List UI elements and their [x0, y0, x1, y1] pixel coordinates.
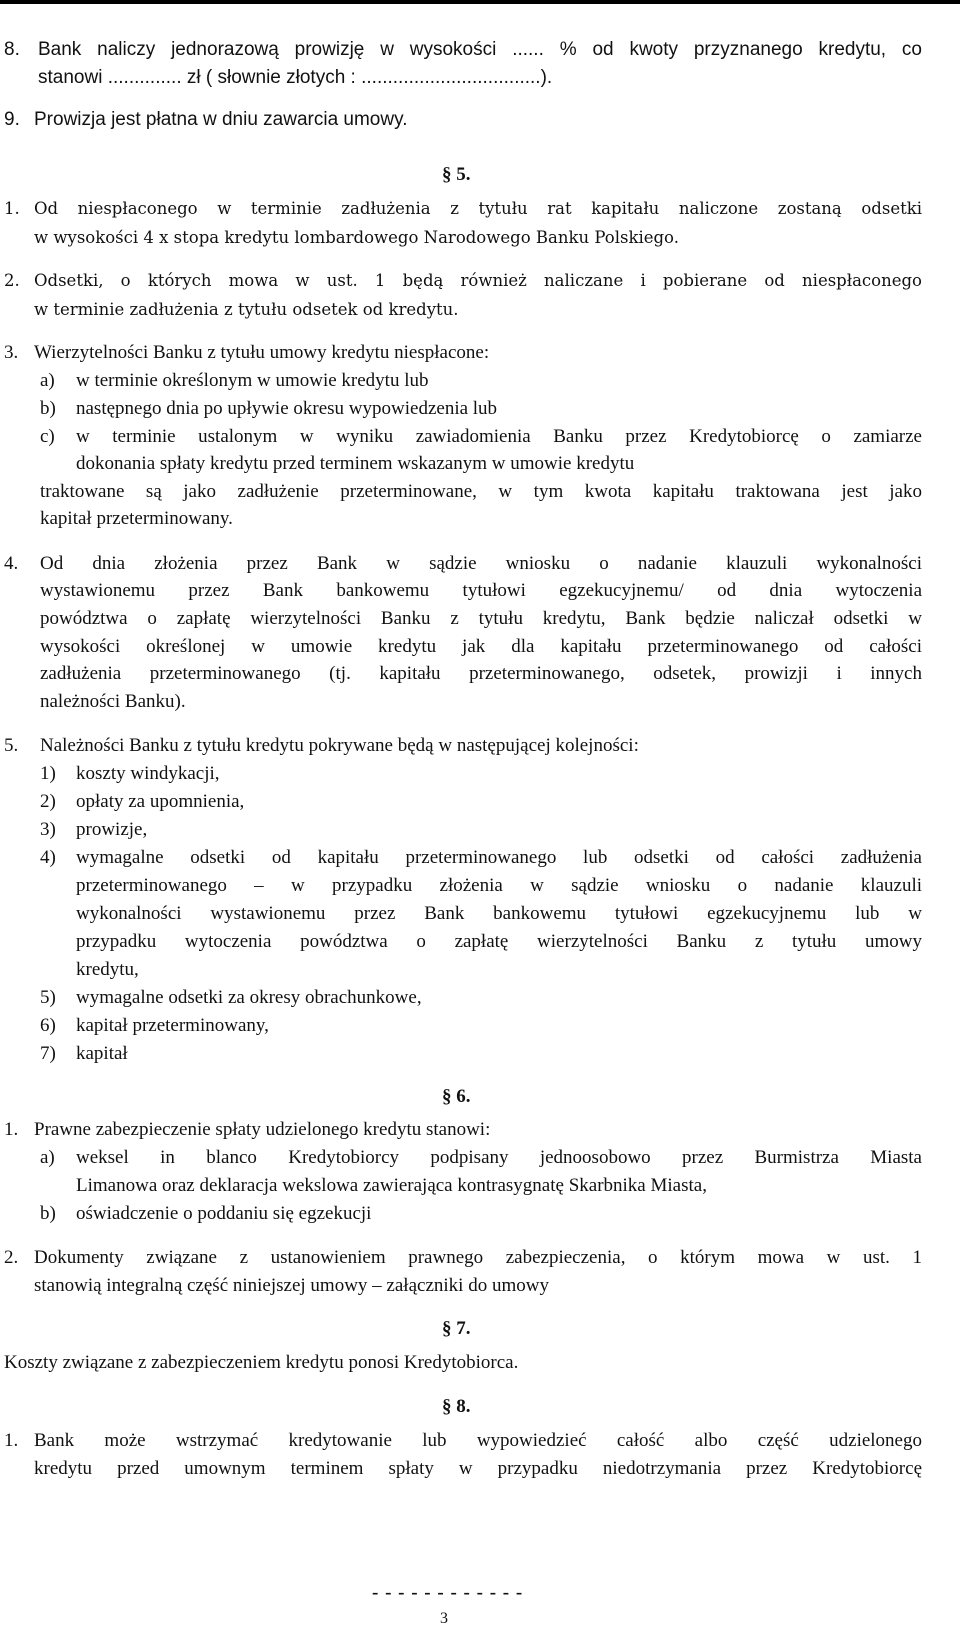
list-label: 7) [40, 1043, 56, 1064]
list-item-text: kapitał [76, 1043, 128, 1064]
paragraph-text: Bank może wstrzymać kredytowanie lub wypowiedzieć całość albo część udzielonego [34, 1430, 922, 1451]
paragraph-number: 4. [4, 553, 19, 574]
list-label: b) [40, 398, 56, 419]
list-item-text: następnego dnia po upływie okresu wypowiedzenia lub [76, 398, 498, 419]
list-item-text: prowizje, [76, 819, 148, 840]
paragraph-text: w terminie zadłużenia z tytułu odsetek od kredytu. [34, 300, 459, 319]
section-heading: § 8. [442, 1396, 471, 1417]
list-item-text: przypadku wytoczenia powództwa o zapłatę wierzytelności Banku z tytułu umowy [76, 931, 922, 952]
paragraph-text: Dokumenty związane z ustanowieniem prawnego zabezpieczenia, o którym mowa w ust. 1 [34, 1247, 922, 1268]
footer-dashes: - - - - - - - - - - - - [372, 1582, 524, 1603]
paragraph-text: Koszty związane z zabezpieczeniem kredytu ponosi Kredytobiorca. [4, 1352, 519, 1373]
paragraph-number: 1. [4, 1119, 19, 1140]
paragraph-text: kredytu przed umownym terminem spłaty w przypadku niedotrzymania przez Kredytobiorcę [34, 1458, 922, 1479]
paragraph-number: 2. [4, 271, 20, 290]
paragraph-text: stanowi .............. zł ( słownie złotych : ..................................). [38, 67, 553, 88]
paragraph-text: Od niespłaconego w terminie zadłużenia z tytułu rat kapitału naliczone zostaną odsetki [34, 199, 922, 218]
section-heading: § 7. [442, 1318, 471, 1339]
list-item-text: kapitał przeterminowany, [76, 1015, 269, 1036]
paragraph-text: wysokości określonej w umowie kredytu jak dla kapitału przeterminowanego od całości [40, 636, 922, 657]
paragraph-text: wystawionemu przez Bank bankowemu tytułowi egzekucyjnemu/ od dnia wytoczenia [40, 580, 922, 601]
list-item-text: wymagalne odsetki od kapitału przeterminowanego lub odsetki od całości zadłużenia [76, 847, 922, 868]
paragraph-text: stanowią integralną część niniejszej umowy – załączniki do umowy [34, 1275, 549, 1296]
list-item-text: w terminie określonym w umowie kredytu lub [76, 370, 429, 391]
page-number: 3 [440, 1610, 448, 1627]
list-label: 1) [40, 763, 56, 784]
paragraph-number: 3. [4, 342, 19, 363]
paragraph-text: Bank naliczy jednorazową prowizję w wysokości ...... % od kwoty przyznanego kredytu, co [38, 39, 922, 60]
list-label: c) [40, 426, 55, 447]
list-item-text: dokonania spłaty kredytu przed terminem wskazanym w umowie kredytu [76, 453, 635, 474]
list-item-text: kredytu, [76, 959, 139, 980]
list-item-text: wykonalności wystawionemu przez Bank bankowemu tytułowi egzekucyjnemu lub w [76, 903, 922, 924]
paragraph-text: Prowizja jest płatna w dniu zawarcia umowy. [34, 109, 408, 130]
paragraph-text: Prawne zabezpieczenie spłaty udzielonego kredytu stanowi: [34, 1119, 491, 1140]
list-label: 4) [40, 847, 56, 868]
list-item-text: przeterminowanego – w przypadku złożenia w sądzie wniosku o nadanie klauzuli [76, 875, 922, 896]
list-item-text: weksel in blanco Kredytobiorcy podpisany jednoosobowo przez Burmistrza Miasta [76, 1147, 922, 1168]
paragraph-text: Wierzytelności Banku z tytułu umowy kredytu niespłacone: [34, 342, 490, 363]
paragraph-number: 8. [4, 39, 20, 60]
list-label: 2) [40, 791, 56, 812]
list-item-text: wymagalne odsetki za okresy obrachunkowe, [76, 987, 422, 1008]
list-item-text: w terminie ustalonym w wyniku zawiadomienia Banku przez Kredytobiorcę o zamiarze [76, 426, 922, 447]
list-label: 3) [40, 819, 56, 840]
paragraph-text: zadłużenia przeterminowanego (tj. kapitału przeterminowanego, odsetek, prowizji i innych [40, 663, 922, 684]
paragraph-text: traktowane są jako zadłużenie przeterminowane, w tym kwota kapitału traktowana jest jako [40, 481, 922, 502]
list-label: a) [40, 1147, 55, 1168]
paragraph-text: należności Banku). [40, 691, 186, 712]
paragraph-text: powództwa o zapłatę wierzytelności Banku z tytułu kredytu, Bank będzie naliczał odsetki w [40, 608, 922, 629]
paragraph-number: 2. [4, 1247, 19, 1268]
paragraph-number: 5. [4, 735, 19, 756]
paragraph-text: w wysokości 4 x stopa kredytu lombardowego Narodowego Banku Polskiego. [34, 228, 679, 247]
list-item-text: oświadczenie o poddaniu się egzekucji [76, 1203, 372, 1224]
paragraph-number: 9. [4, 109, 20, 130]
paragraph-text: kapitał przeterminowany. [40, 508, 233, 529]
list-label: b) [40, 1203, 56, 1224]
paragraph-text: Odsetki, o których mowa w ust. 1 będą również naliczane i pobierane od niespłaconego [34, 271, 922, 290]
list-label: 6) [40, 1015, 56, 1036]
list-label: 5) [40, 987, 56, 1008]
paragraph-text: Należności Banku z tytułu kredytu pokrywane będą w następującej kolejności: [40, 735, 639, 756]
paragraph-number: 1. [4, 199, 20, 218]
paragraph-text: Od dnia złożenia przez Bank w sądzie wniosku o nadanie klauzuli wykonalności [40, 553, 922, 574]
paragraph-number: 1. [4, 1430, 19, 1451]
section-heading: § 5. [442, 164, 471, 185]
list-item-text: opłaty za upomnienia, [76, 791, 245, 812]
section-heading: § 6. [442, 1086, 471, 1107]
list-label: a) [40, 370, 55, 391]
list-item-text: koszty windykacji, [76, 763, 220, 784]
list-item-text: Limanowa oraz deklaracja wekslowa zawierająca kontrasygnatę Skarbnika Miasta, [76, 1175, 707, 1196]
